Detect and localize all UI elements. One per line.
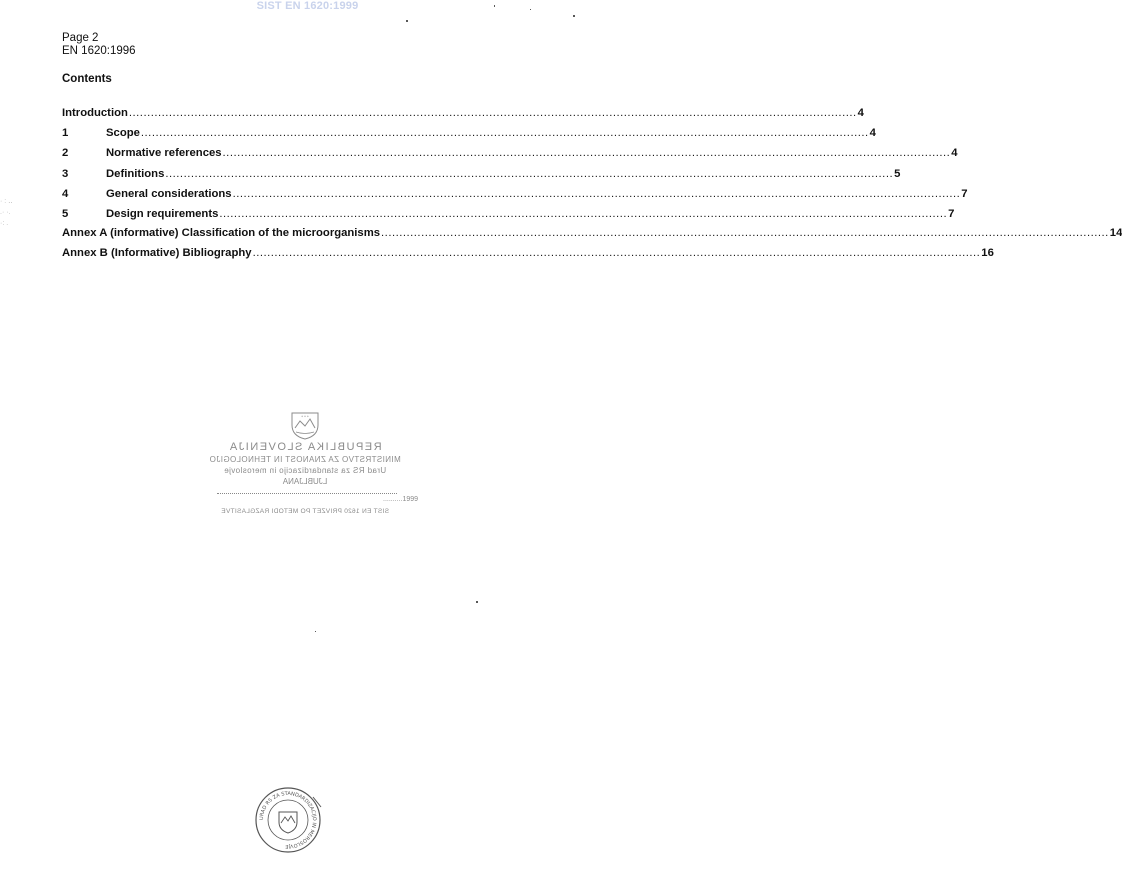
stamp-line-1: REPUBLIKA SLOVENIJA bbox=[228, 441, 382, 453]
stamp-line-4: LJUBLJANA bbox=[282, 477, 328, 486]
margin-scribbles: · : ‥ .· ·. ·: . bbox=[0, 198, 13, 227]
watermark: SIST EN 1620:1999 bbox=[256, 0, 359, 12]
seal-text: URAD RS ZA STANDARDIZACIJO IN MEROSLOVJE bbox=[258, 790, 318, 850]
ministry-stamp bbox=[205, 410, 419, 520]
toc-title: Design requirements bbox=[106, 208, 219, 220]
toc-page: 14 bbox=[1109, 227, 1122, 239]
speck bbox=[573, 15, 575, 17]
toc-number: 1 bbox=[62, 127, 69, 139]
speck bbox=[476, 601, 478, 603]
toc-row-scope[interactable] bbox=[62, 126, 876, 140]
toc-row-annex-a[interactable] bbox=[62, 226, 1122, 240]
leader-dots: ........................................................................................................................................................................................................ bbox=[165, 168, 894, 180]
stamp-year: ..........1999 bbox=[383, 496, 419, 503]
toc-title: General considerations bbox=[106, 188, 232, 200]
speck bbox=[315, 631, 316, 632]
toc-row-normative-references[interactable] bbox=[62, 146, 958, 160]
toc-number: 4 bbox=[62, 188, 69, 200]
official-seal-icon bbox=[253, 785, 323, 855]
signature-line bbox=[217, 493, 397, 494]
toc-title: Introduction bbox=[62, 107, 128, 119]
stamp-line-5: SIST EN 1620 PRIVZET PO METODI RAZGLASITVE bbox=[221, 508, 389, 515]
toc-page: 4 bbox=[869, 127, 876, 139]
page-header bbox=[62, 32, 136, 58]
leader-dots: ........................................................................................................................................................................................................ bbox=[128, 107, 857, 119]
speck bbox=[406, 20, 408, 22]
contents-title: Contents bbox=[62, 73, 112, 85]
toc-number: 2 bbox=[62, 147, 69, 159]
toc-title: Annex B (Informative) Bibliography bbox=[62, 247, 252, 259]
speck bbox=[530, 9, 531, 10]
page-number: Page 2 bbox=[62, 32, 99, 44]
leader-dots: ........................................................................................................................................................................................................ bbox=[232, 188, 961, 200]
toc-title: Normative references bbox=[106, 147, 222, 159]
leader-dots: ........................................................................................................................................................................................................ bbox=[252, 247, 981, 259]
toc-page: 16 bbox=[981, 247, 994, 259]
toc-page: 7 bbox=[948, 208, 955, 220]
speck bbox=[494, 5, 495, 7]
toc-title: Definitions bbox=[106, 168, 165, 180]
coat-of-arms-icon bbox=[289, 410, 321, 440]
toc-row-introduction[interactable] bbox=[62, 106, 864, 120]
toc-page: 4 bbox=[951, 147, 958, 159]
toc-row-general-considerations[interactable] bbox=[62, 187, 968, 201]
stamp-line-2: MINISTRSTVO ZA ZNANOST IN TEHNOLOGIJO bbox=[209, 455, 401, 464]
toc-title: Scope bbox=[106, 127, 140, 139]
toc-row-design-requirements[interactable] bbox=[62, 207, 955, 221]
standard-id: EN 1620:1996 bbox=[62, 45, 136, 57]
toc-page: 7 bbox=[961, 188, 968, 200]
toc-number: 3 bbox=[62, 168, 69, 180]
leader-dots: ........................................................................................................................................................................................................ bbox=[219, 208, 948, 220]
stamp-line-3: Urad RS za standardizacijo in meroslovje bbox=[223, 466, 387, 475]
svg-text:* * *: * * * bbox=[301, 415, 309, 419]
toc-page: 4 bbox=[857, 107, 864, 119]
toc-page: 5 bbox=[894, 168, 901, 180]
toc-row-annex-b[interactable] bbox=[62, 246, 994, 260]
toc-row-definitions[interactable] bbox=[62, 167, 901, 181]
toc-title: Annex A (informative) Classification of the microorganisms bbox=[62, 227, 381, 239]
leader-dots: ........................................................................................................................................................................................................ bbox=[140, 127, 869, 139]
toc-number: 5 bbox=[62, 208, 69, 220]
leader-dots: ........................................................................................................................................................................................................ bbox=[222, 147, 951, 159]
leader-dots: ........................................................................................................................................................................................................ bbox=[381, 227, 1109, 239]
